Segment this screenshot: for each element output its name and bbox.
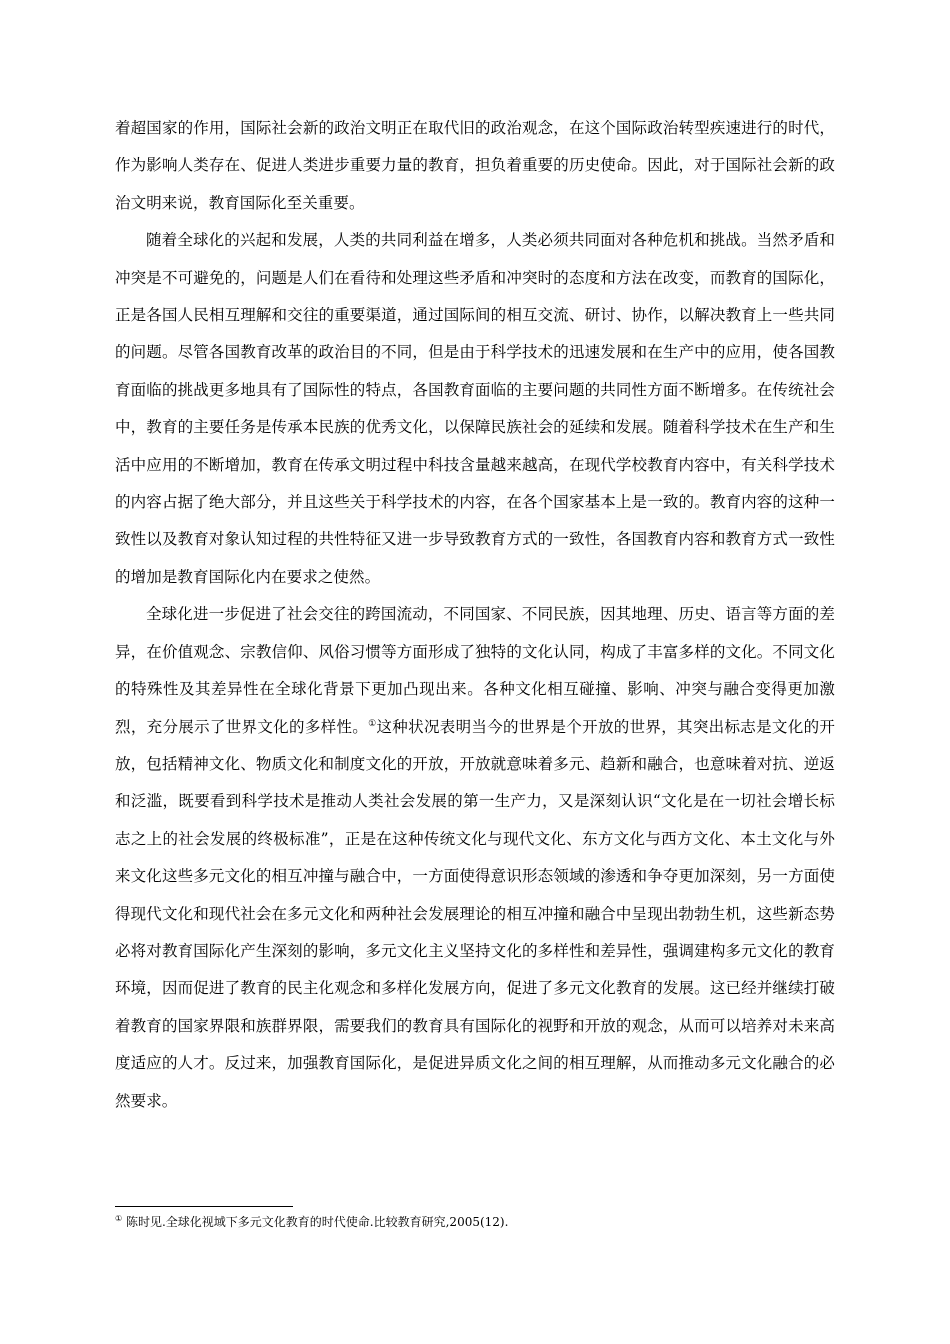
- paragraph-1: 着超国家的作用，国际社会新的政治文明正在取代旧的政治观念，在这个国际政治转型疾速进行的时代，作为影响人类存在、促进人类进步重要力量的教育，担负着重要的历史使命。因此，对于国际社会新的政治文明来说，教育国际化至关重要。: [115, 119, 835, 212]
- document-body: [115, 110, 835, 1120]
- paragraph-3-text-a: 全球化进一步促进了社会交往的跨国流动，不同国家、不同民族，因其地理、历史、语言等方面的差异，在价值观念、宗教信仰、风俗习惯等方面形成了独特的文化认同，构成了丰富多样的文化。不同文化的特殊性及其差异性在全球化背景下更加凸现出来。各种文化相互碰撞、影响、冲突与融合变得更加激烈，充分展示了世界文化的多样性。: [115, 605, 835, 736]
- paragraph-3-text-b: 这种状况表明当今的世界是个开放的世界，其突出标志是文化的开放，包括精神文化、物质文化和制度文化的开放，开放就意味着多元、趋新和融合，也意味着对抗、逆返和泛滥，既要看到科学技术是推动人类社会发展的第一生产力，又是深刻认识“文化是在一切社会增长标志之上的社会发展的终极标准”，正是在这种传统文化与现代文化、东方文化与西方文化、本土文化与外来文化这些多元文化的相互冲撞与融合中，一方面使得意识形态领域的渗透和争夺更加深刻，另一方面使得现代文化和现代社会在多元文化和两种社会发展理论的相互冲撞和融合中呈现出勃勃生机，这些新态势必将对教育国际化产生深刻的影响，多元文化主义坚持文化的多样性和差异性，强调建构多元文化的教育环境，因而促进了教育的民主化观念和多样化发展方向，促进了多元文化教育的发展。这已经并继续打破着教育的国家界限和族群界限，需要我们的教育具有国际化的视野和开放的观念，从而可以培养对未来高度适应的人才。反过来，加强教育国际化，是促进异质文化之间的相互理解，从而推动多元文化融合的必然要求。: [115, 717, 835, 1110]
- footnote: [115, 1214, 835, 1230]
- footnote-reference[interactable]: ①: [368, 718, 377, 729]
- footnote-text: 陈时见.全球化视域下多元文化教育的时代使命.比较教育研究,2005(12).: [122, 1215, 509, 1229]
- paragraph-2: 随着全球化的兴起和发展，人类的共同利益在增多，人类必须共同面对各种危机和挑战。当然矛盾和冲突是不可避免的，问题是人们在看待和处理这些矛盾和冲突时的态度和方法在改变，而教育的国际化，正是各国人民相互理解和交往的重要渠道，通过国际间的相互交流、研讨、协作，以解决教育上一些共同的问题。尽管各国教育改革的政治目的不同，但是由于科学技术的迅速发展和在生产中的应用，使各国教育面临的挑战更多地具有了国际性的特点，各国教育面临的主要问题的共同性方面不断增多。在传统社会中，教育的主要任务是传承本民族的优秀文化，以保障民族社会的延续和发展。随着科学技术在生产和生活中应用的不断增加，教育在传承文明过程中科技含量越来越高，在现代学校教育内容中，有关科学技术的内容占据了绝大部分，并且这些关于科学技术的内容，在各个国家基本上是一致的。教育内容的这种一致性以及教育对象认知过程的共性特征又进一步导致教育方式的一致性，各国教育内容和教育方式一致性的增加是教育国际化内在要求之使然。: [115, 231, 835, 586]
- paragraph-3: [115, 596, 835, 1120]
- footnote-mark: ①: [115, 1214, 123, 1223]
- footnote-separator: [115, 1206, 293, 1207]
